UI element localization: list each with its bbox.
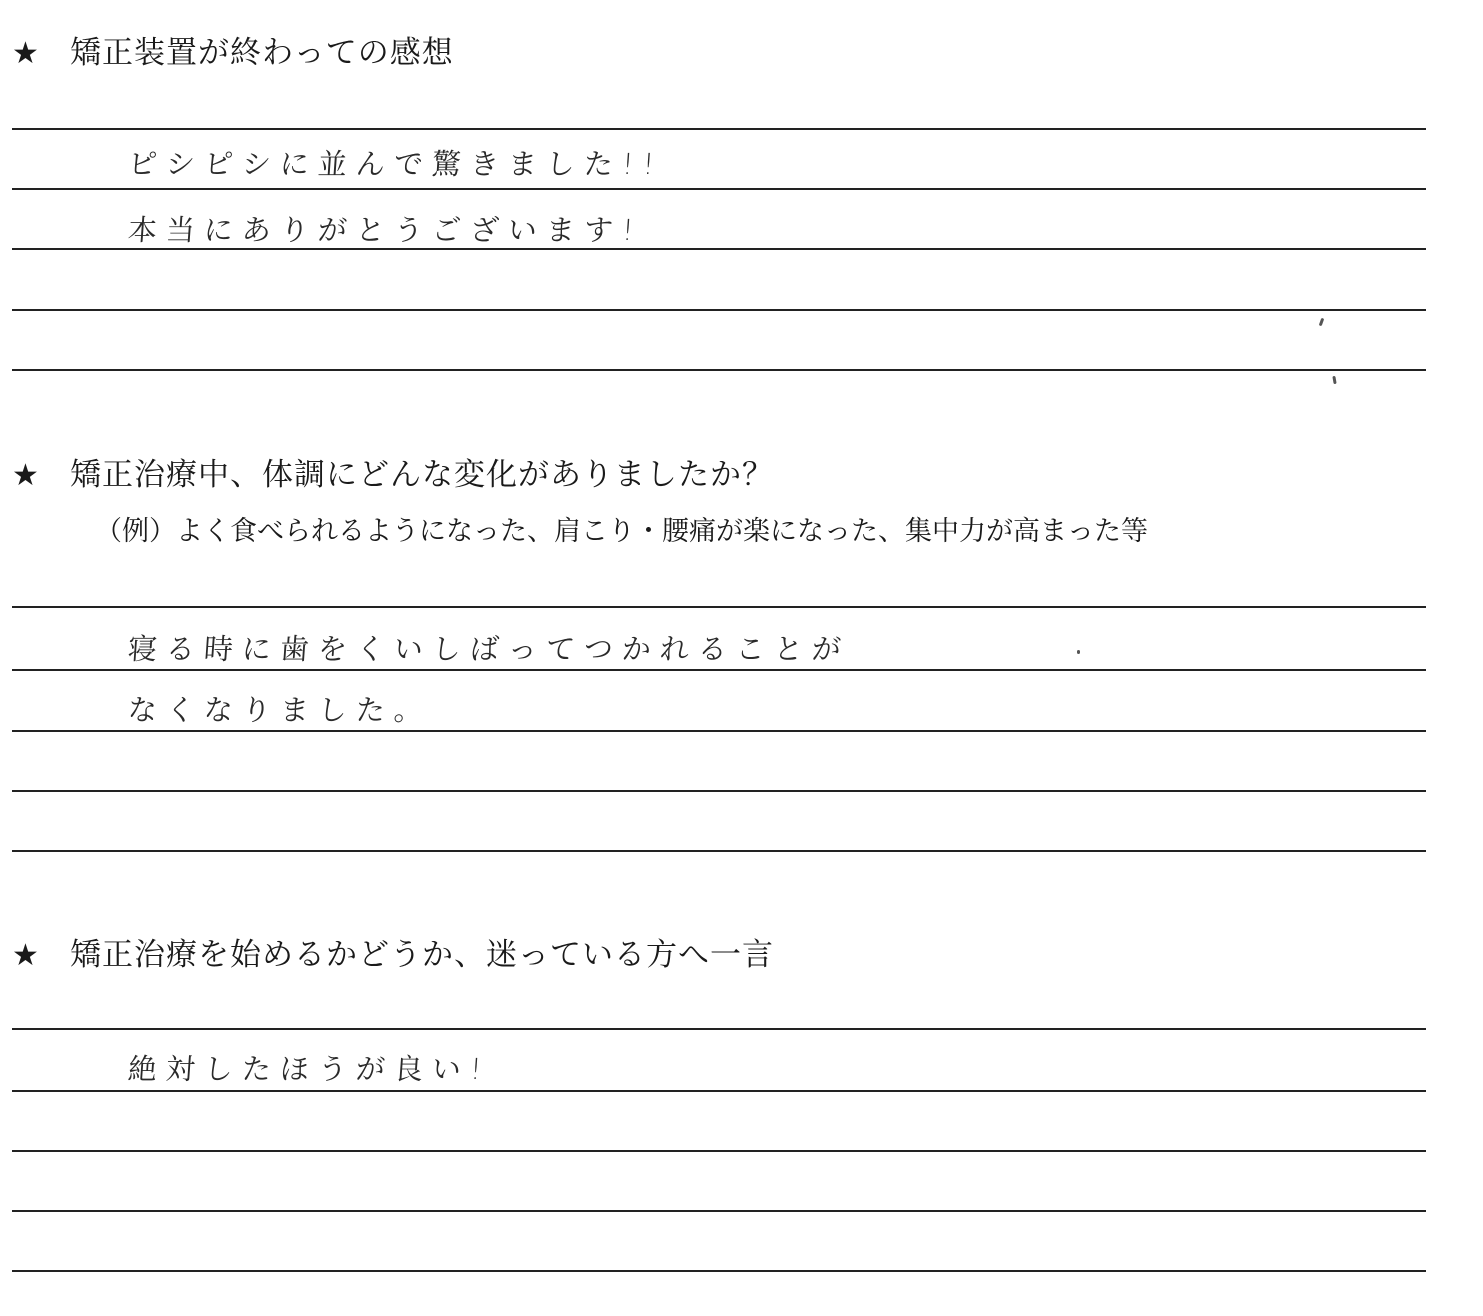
answer-rule	[12, 606, 1426, 608]
section-2-answer-line-1: 寝る時に歯をくいしばってつかれることが	[126, 632, 852, 666]
answer-rule	[12, 128, 1426, 130]
section-1-heading	[12, 33, 454, 74]
answer-rule	[12, 850, 1426, 852]
answer-rule	[12, 1210, 1426, 1212]
section-3-answer-line-1: 絶対したほうが良い!	[126, 1052, 492, 1086]
answer-rule	[12, 369, 1426, 371]
star-icon: ★	[12, 458, 40, 493]
section-1-answer-line-2: 本当にありがとうございます!	[126, 213, 644, 247]
answer-rule	[12, 1028, 1426, 1030]
section-2-answer-line-2: なくなりました。	[126, 693, 434, 727]
star-icon: ★	[12, 938, 40, 973]
answer-rule	[12, 790, 1426, 792]
answer-rule	[12, 188, 1426, 190]
answer-rule	[12, 1090, 1426, 1092]
section-2-title: 矯正治療中、体調にどんな変化がありましたか？	[70, 457, 774, 493]
answer-rule	[12, 1150, 1426, 1152]
section-1-title: 矯正装置が終わっての感想	[70, 35, 454, 71]
section-2-heading	[12, 455, 774, 496]
star-icon: ★	[12, 36, 40, 71]
scan-speck	[1332, 376, 1336, 384]
section-3-heading	[12, 935, 774, 976]
scan-speck	[1077, 650, 1080, 654]
section-2-example: （例）よく食べられるようになった、肩こり・腰痛が楽になった、集中力が高まった等	[95, 516, 1148, 547]
section-3-title: 矯正治療を始めるかどうか、迷っている方へ一言	[70, 937, 774, 973]
answer-rule	[12, 1270, 1426, 1272]
answer-rule	[12, 669, 1426, 671]
answer-rule	[12, 248, 1426, 250]
answer-rule	[12, 730, 1426, 732]
section-1-answer-line-1: ピシピシに並んで驚きました!!	[126, 147, 665, 181]
scan-speck	[1319, 318, 1325, 327]
answer-rule	[12, 309, 1426, 311]
